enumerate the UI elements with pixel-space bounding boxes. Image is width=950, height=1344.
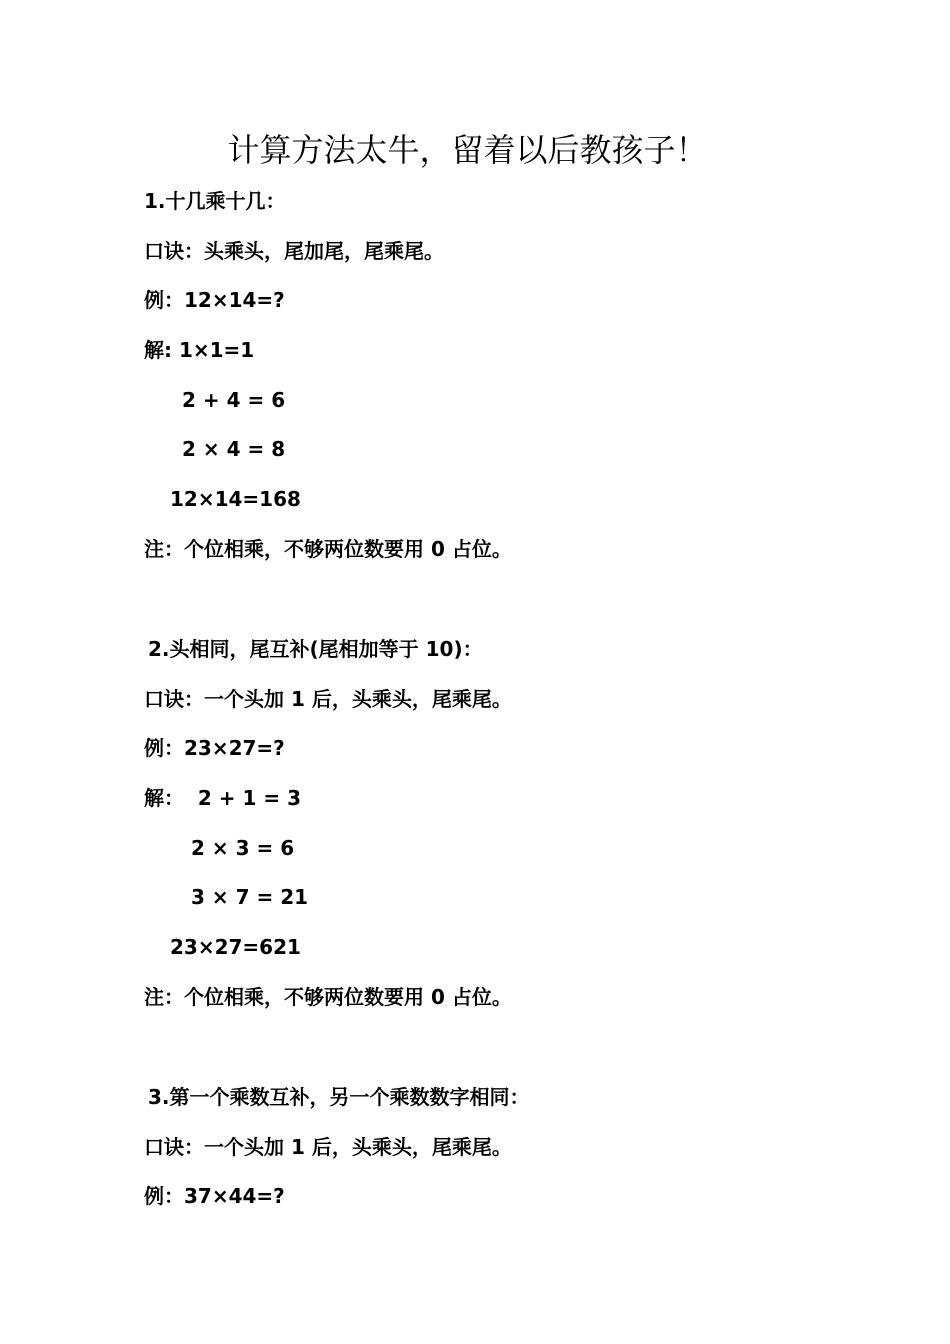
section2-result: 23×27=621 [170, 935, 301, 959]
section1-step2: 2 + 4 = 6 [182, 388, 286, 412]
section2-note: 注：个位相乘，不够两位数要用 0 占位。 [144, 985, 512, 1009]
section2-step1: 解： 2 + 1 = 3 [144, 786, 302, 810]
section2-example: 例：23×27=? [144, 736, 285, 760]
section1-heading: 1.十几乘十几： [144, 189, 286, 213]
section2-step3: 3 × 7 = 21 [191, 885, 309, 909]
section2-heading: 2.头相同，尾互补(尾相加等于 10)： [148, 637, 483, 661]
section2-rhyme: 口诀：一个头加 1 后，头乘头，尾乘尾。 [144, 687, 512, 711]
section3-heading: 3.第一个乘数互补，另一个乘数数字相同： [148, 1085, 530, 1109]
document-title: 计算方法太牛，留着以后教孩子！ [227, 131, 708, 169]
section1-step1: 解: 1×1=1 [144, 338, 255, 362]
section3-example: 例：37×44=? [144, 1184, 285, 1208]
section2-step2: 2 × 3 = 6 [191, 836, 295, 860]
section1-rhyme: 口诀：头乘头，尾加尾，尾乘尾。 [144, 239, 444, 263]
section1-note: 注：个位相乘，不够两位数要用 0 占位。 [144, 537, 512, 561]
section1-example: 例：12×14=? [144, 288, 285, 312]
section1-step3: 2 × 4 = 8 [182, 437, 286, 461]
section3-rhyme: 口诀：一个头加 1 后，头乘头，尾乘尾。 [144, 1135, 512, 1159]
section1-result: 12×14=168 [170, 487, 301, 511]
